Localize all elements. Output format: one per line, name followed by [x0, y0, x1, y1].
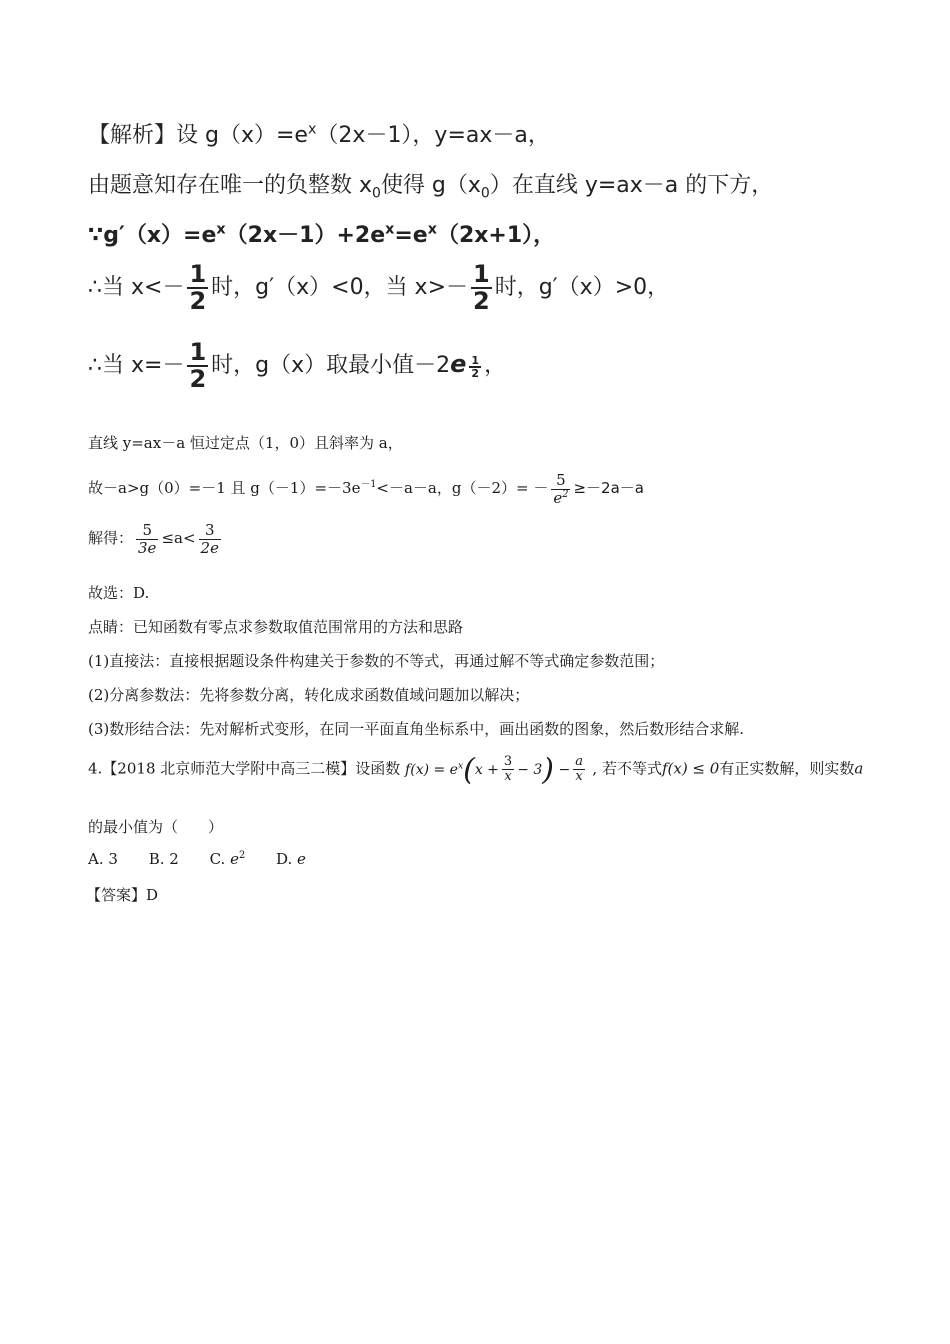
fraction-one-half: $\frac{1}{2}$ — [189, 260, 207, 316]
analysis-line-3: $\because g'(x)=e^x(2x-1)+2e^x=e^x(2x+1)$， — [88, 221, 556, 248]
fraction-5-e2: $\frac{5}{e^2}$ — [553, 471, 569, 507]
paragraph-method-1: (1)直接法：直接根据题设条件构建关于参数的不等式，再通过解不等式确定参数范围； — [88, 652, 665, 670]
fraction-3-2e: $\frac{3}{2e}$ — [200, 521, 219, 557]
paragraph-inequality: 故－a>g（0）=－1 且 $g(-1)=-3e^{-1}<-a-a$，g（－2）= － $\frac{5}{e^2}$ ≥－2a－a — [88, 471, 644, 507]
analysis-line-5: ∴当 x=－ $\frac{1}{2}$ 时，g（x）取最小值－2e $\frac{1}{2}$ ， — [88, 338, 507, 394]
analysis-line-1: 【解析】设 $g(x)=e^x(2x-1)$，y=ax－a， — [88, 121, 550, 148]
paragraph-method-3: (3)数形结合法：先对解析式变形，在同一平面直角坐标系中，画出函数的图象，然后数形结合求解. — [88, 720, 745, 738]
option-c[interactable]: C. $e^2$ — [209, 850, 246, 868]
function-formula: $f(x) = e^x(x$ + $\frac{3}{x}$ − 3) − $\frac{a}{x}$ — [405, 752, 583, 787]
question-4-line-2: 的最小值为（ ） — [88, 818, 224, 836]
fraction-5-3e2: $\frac{5}{3e}$ — [138, 521, 157, 557]
option-a[interactable]: A. 3 — [88, 850, 118, 868]
paragraph-method-2: (2)分离参数法：先将参数分离，转化成求函数值域问题加以解决； — [88, 686, 530, 704]
paragraph-solution: 解得： $\frac{5}{3e}$ ≤a< $\frac{3}{2e}$ — [88, 521, 219, 557]
paragraph-tip: 点睛：已知函数有零点求参数取值范围常用的方法和思路 — [88, 618, 464, 636]
fraction-one-half: $\frac{1}{2}$ — [189, 338, 207, 394]
exponent-fraction: $\frac{1}{2}$ — [471, 353, 480, 381]
question-4: 4.【2018 北京师范大学附中高三二模】设函数 $f(x) = e^x(x$ + $\frac{3}{x}$ − 3) − $\frac{a}{x}$ , 若不等式f(x) ≤ 0有正实数解，则实数a — [88, 752, 864, 787]
paragraph-choice: 故选：D. — [88, 584, 150, 602]
fraction-one-half: $\frac{1}{2}$ — [473, 260, 490, 316]
answer: 【答案】D — [86, 886, 159, 904]
options-row — [88, 850, 306, 868]
option-d[interactable]: D. e — [275, 850, 306, 868]
analysis-line-4: ∴当 x<－ $\frac{1}{2}$ 时，g′（x）<0，当 x>－ $\frac{1}{2}$ 时，g′（x）>0， — [88, 260, 670, 316]
analysis-line-2: 由题意知存在唯一的负整数 $x_0$使得 $g(x_0)$在直线 y=ax－a 的下方， — [88, 173, 774, 202]
option-b[interactable]: B. 2 — [148, 850, 179, 868]
paragraph-line: 直线 y=ax－a 恒过定点（1，0）且斜率为 a， — [88, 434, 403, 452]
